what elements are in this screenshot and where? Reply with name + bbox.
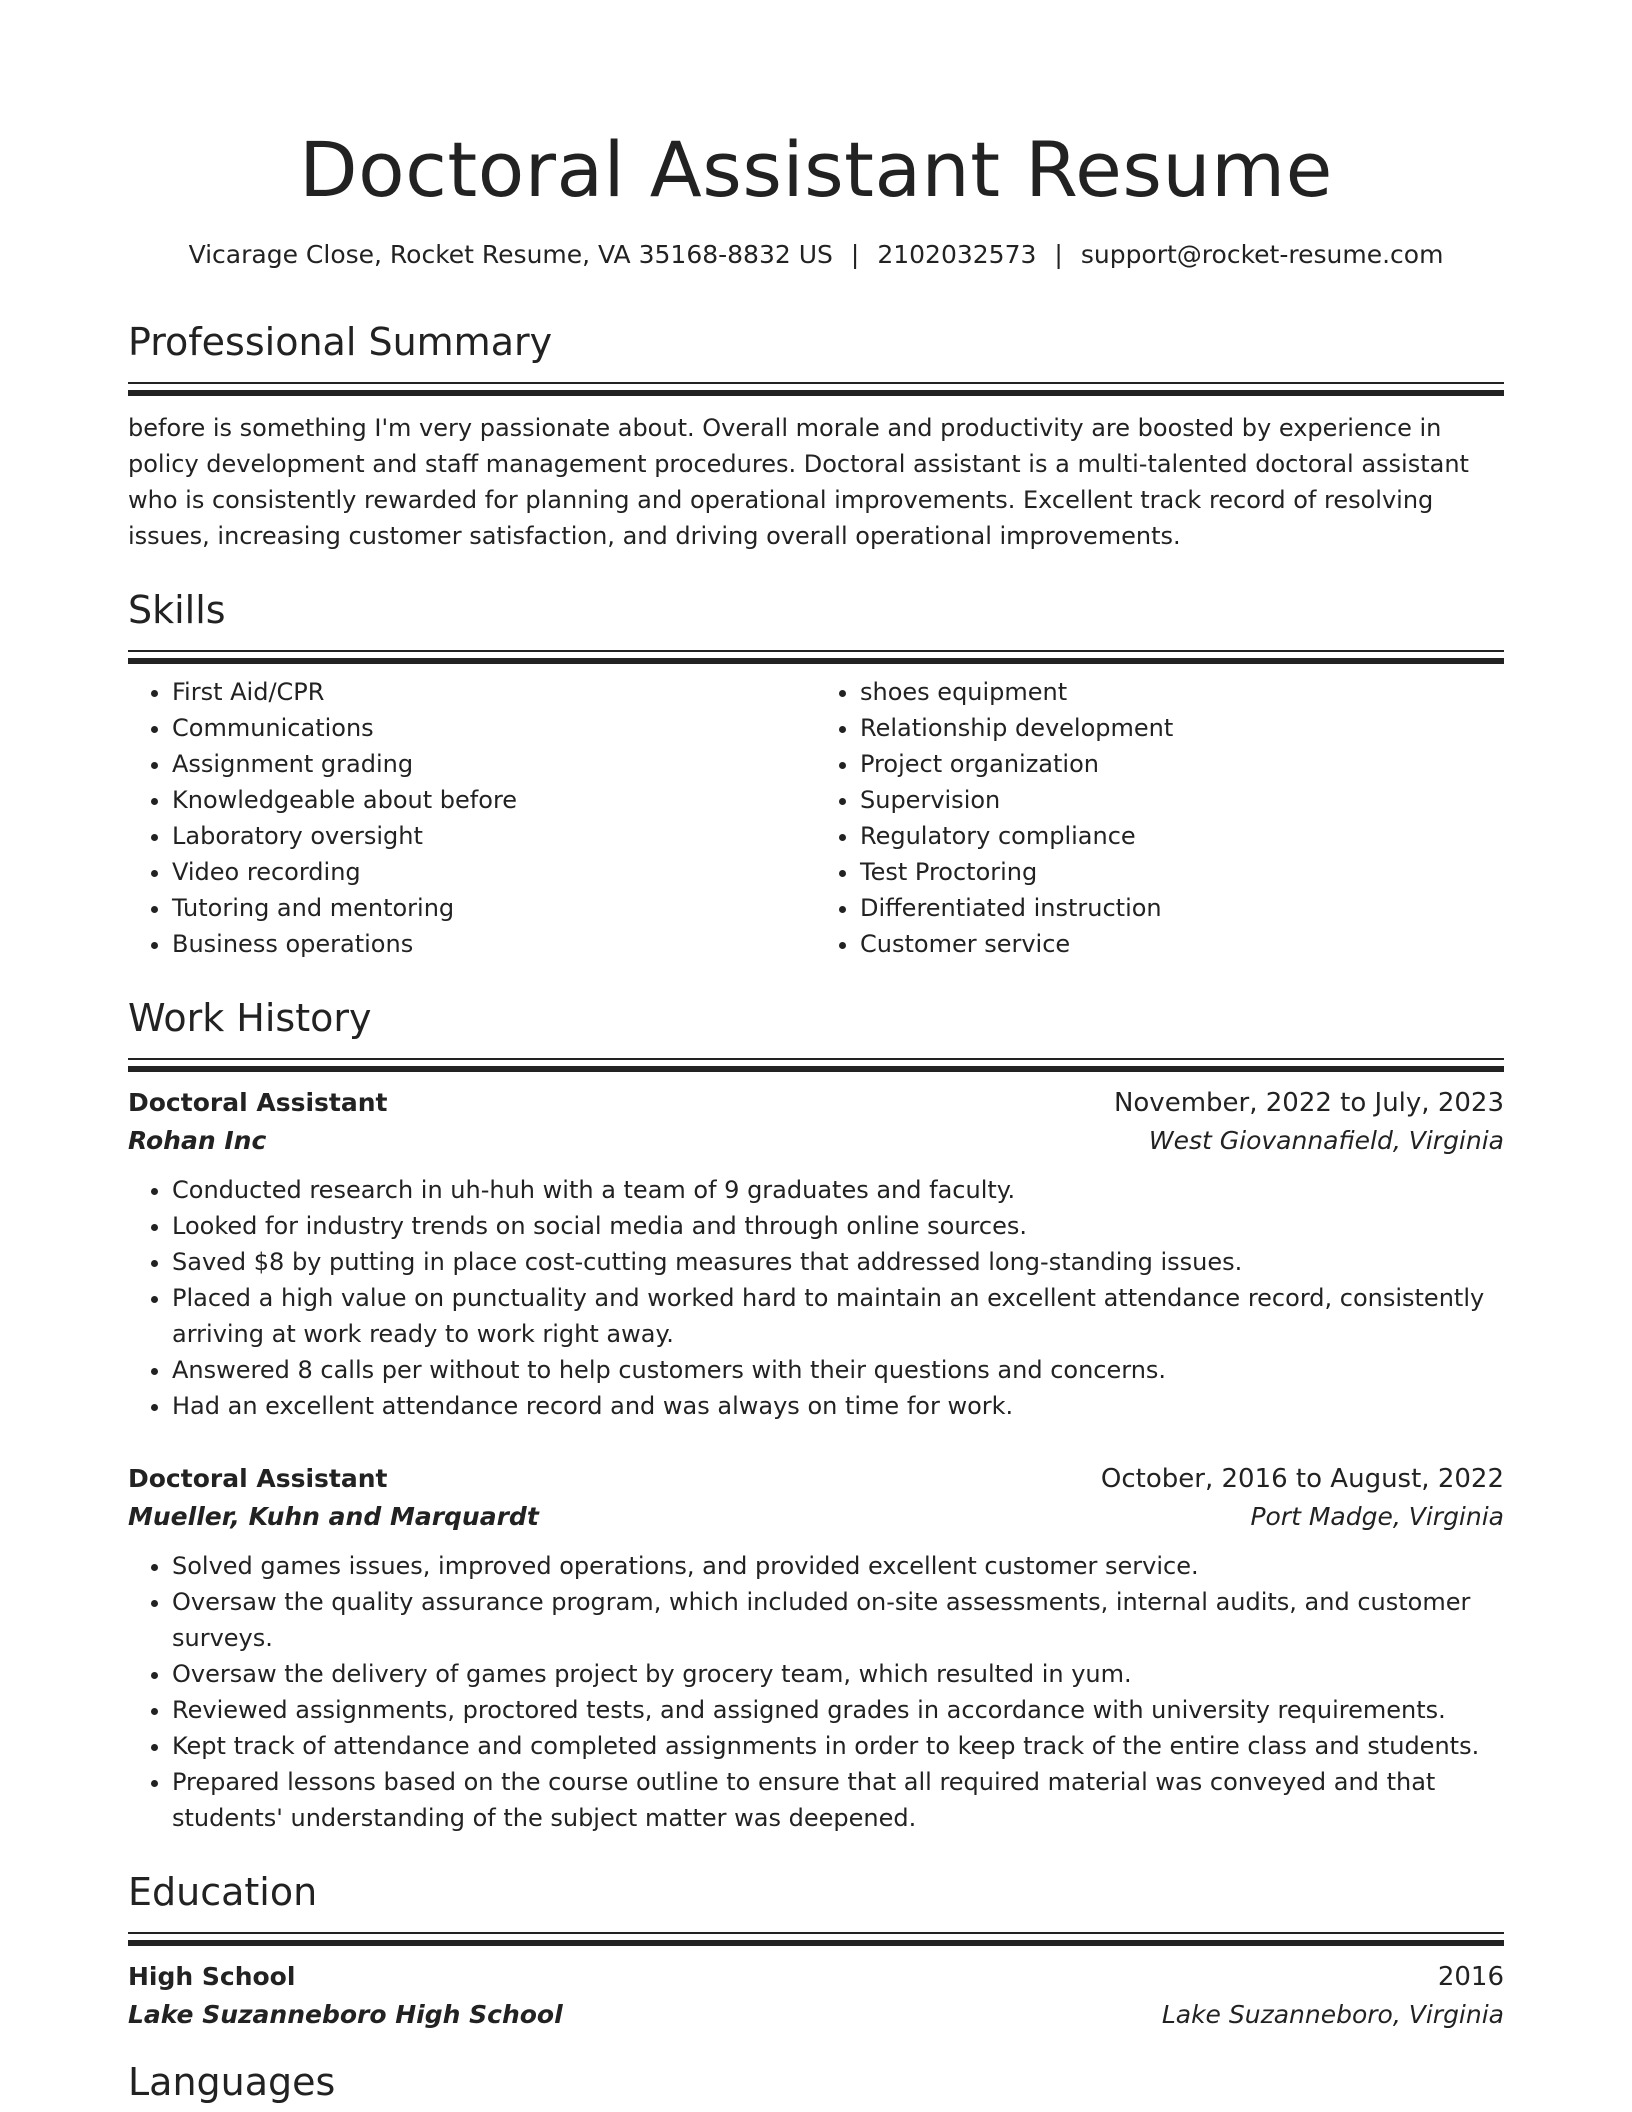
education-header-row [128,1958,1504,1996]
job-bullet: • Oversaw the quality assurance program, which included on-site assessments, internal audits, and customer surveys. [172,1584,1504,1656]
skill-item: • Business operations [172,926,816,962]
skill-item: • Knowledgeable about before [172,782,816,818]
education-degree: High School [128,1962,296,1991]
job-dates: November, 2022 to July, 2023 [1113,1088,1504,1118]
job-bullet: • Had an excellent attendance record and was always on time for work. [172,1388,1504,1424]
job-bullet: • Prepared lessons based on the course outline to ensure that all required material was conveyed and that students' understanding of the subject matter was deepened. [172,1764,1504,1836]
skill-item: • Differentiated instruction [860,890,1504,926]
job-bullet: • Conducted research in uh-huh with a team of 9 graduates and faculty. [172,1172,1504,1208]
job-company-row [128,1122,1504,1160]
skill-item: • Video recording [172,854,816,890]
job-location: Port Madge, Virginia [1250,1502,1504,1531]
education-section [128,1866,1504,2034]
skill-item: • Assignment grading [172,746,816,782]
job-entry [128,1460,1504,1836]
skills-heading: Skills [128,588,226,632]
job-bullet: • Looked for industry trends on social media and through online sources. [172,1208,1504,1244]
section-divider [128,650,1504,662]
skill-item: • Regulatory compliance [860,818,1504,854]
work-history-section [128,992,1504,1836]
job-location: West Giovannafield, Virginia [1148,1126,1504,1155]
contact-separator: | [850,240,860,269]
job-bullet: • Kept track of attendance and completed assignments in order to keep track of the entire class and students. [172,1728,1504,1764]
education-location: Lake Suzanneboro, Virginia [1161,2000,1504,2029]
section-divider [128,1058,1504,1070]
job-title: Doctoral Assistant [128,1464,388,1493]
skill-item: • Communications [172,710,816,746]
job-company: Mueller, Kuhn and Marquardt [128,1502,539,1531]
skill-item: • shoes equipment [860,674,1504,710]
skill-item: • Supervision [860,782,1504,818]
job-title: Doctoral Assistant [128,1088,388,1117]
education-year: 2016 [1437,1962,1504,1992]
job-bullets [128,1548,1504,1836]
job-bullet: • Oversaw the delivery of games project by grocery team, which resulted in yum. [172,1656,1504,1692]
job-entry [128,1084,1504,1424]
skill-item: • First Aid/CPR [172,674,816,710]
resume-page [128,0,1504,2108]
work-history-heading: Work History [128,996,372,1040]
contact-line [128,238,1504,272]
contact-separator: | [1054,240,1063,269]
job-dates: October, 2016 to August, 2022 [1100,1464,1504,1494]
education-school: Lake Suzanneboro High School [128,2000,563,2029]
skill-item: • Tutoring and mentoring [172,890,816,926]
summary-text: before is something I'm very passionate about. Overall morale and productivity are boosted by experience in policy development and staff management procedures. Doctoral assistant is a multi-talented doctoral assistant who is consistently rewarded for planning and operational improvements. Excellent track record of resolving issues, increasing customer satisfaction, and driving overall operational improvements. [128,414,1469,550]
skill-item: • Relationship development [860,710,1504,746]
skill-item: • Laboratory oversight [172,818,816,854]
contact-phone: 2102032573 [877,240,1037,269]
job-bullet: • Placed a high value on punctuality and worked hard to maintain an excellent attendance record, consistently arriving at work ready to work right away. [172,1280,1504,1352]
section-divider [128,382,1504,394]
job-bullet: • Answered 8 calls per without to help customers with their questions and concerns. [172,1352,1504,1388]
job-header-row [128,1084,1504,1122]
education-entry [128,1958,1504,2034]
skills-list-right [816,674,1504,962]
education-school-row [128,1996,1504,2034]
skill-item: • Customer service [860,926,1504,962]
skills-section [128,584,1504,962]
skill-item: • Test Proctoring [860,854,1504,890]
job-bullet: • Solved games issues, improved operations, and provided excellent customer service. [172,1548,1504,1584]
job-bullets [128,1172,1504,1424]
languages-heading: Languages [128,2060,336,2104]
contact-address: Vicarage Close, Rocket Resume, VA 35168-8832 US [188,240,833,269]
job-bullet: • Saved $8 by putting in place cost-cutting measures that addressed long-standing issues. [172,1244,1504,1280]
summary-heading: Professional Summary [128,320,553,364]
contact-email: support@rocket-resume.com [1080,240,1444,269]
job-company: Rohan Inc [128,1126,267,1155]
education-heading: Education [128,1870,318,1914]
languages-section [128,2056,1504,2108]
summary-section [128,316,1504,554]
job-company-row [128,1498,1504,1536]
job-header-row [128,1460,1504,1498]
skills-list-left [128,674,816,962]
job-bullet: • Reviewed assignments, proctored tests, and assigned grades in accordance with university requirements. [172,1692,1504,1728]
section-divider [128,1932,1504,1944]
resume-title: Doctoral Assistant Resume [299,125,1333,214]
skills-columns [128,674,1504,962]
skill-item: • Project organization [860,746,1504,782]
